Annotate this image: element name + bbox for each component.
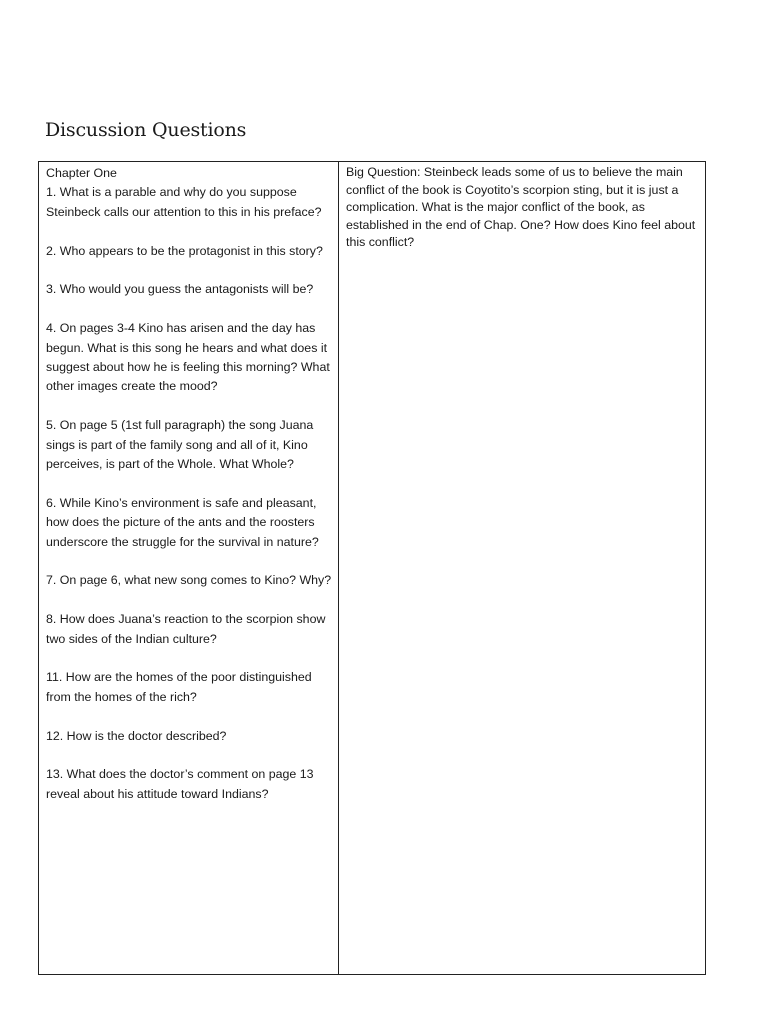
question-item: 8. How does Juana’s reaction to the scorpion show two sides of the Indian culture?	[46, 612, 326, 646]
question-item: 3. Who would you guess the antagonists will be?	[46, 282, 314, 297]
big-question-text: Big Question: Steinbeck leads some of us to believe the main conflict of the book is Coyotito’s scorpion sting, but it is just a complication. What is the major conflict of the book, as established in the end of Chap. One? How does Kino feel about this conflict?	[346, 165, 696, 250]
page-title: Discussion Questions	[45, 119, 247, 141]
question-item: 6. While Kino’s environment is safe and pleasant, how does the picture of the ants and the roosters underscore the struggle for the survival in nature?	[46, 495, 319, 549]
question-item: 13. What does the doctor’s comment on page 13 reveal about his attitude toward Indians?	[46, 767, 314, 801]
questions-table	[38, 161, 706, 975]
question-item: 11. How are the homes of the poor distinguished from the homes of the rich?	[46, 670, 312, 704]
question-item: 1. What is a parable and why do you suppose Steinbeck calls our attention to this in his preface?	[46, 185, 322, 219]
big-question-column	[339, 162, 705, 974]
question-item: 4. On pages 3-4 Kino has arisen and the day has begun. What is this song he hears and what does it suggest about how he is feeling this morning? What other images create the mood?	[46, 321, 330, 394]
question-item: 5. On page 5 (1st full paragraph) the song Juana sings is part of the family song and all of it, Kino perceives, is part of the Whole. What Whole?	[46, 418, 314, 472]
question-item: 12. How is the doctor described?	[46, 728, 227, 743]
question-item: 2. Who appears to be the protagonist in this story?	[46, 243, 323, 258]
question-list	[46, 183, 332, 804]
chapter-questions-column	[39, 162, 339, 974]
question-item: 7. On page 6, what new song comes to Kino? Why?	[46, 573, 332, 588]
chapter-heading: Chapter One	[46, 166, 117, 180]
